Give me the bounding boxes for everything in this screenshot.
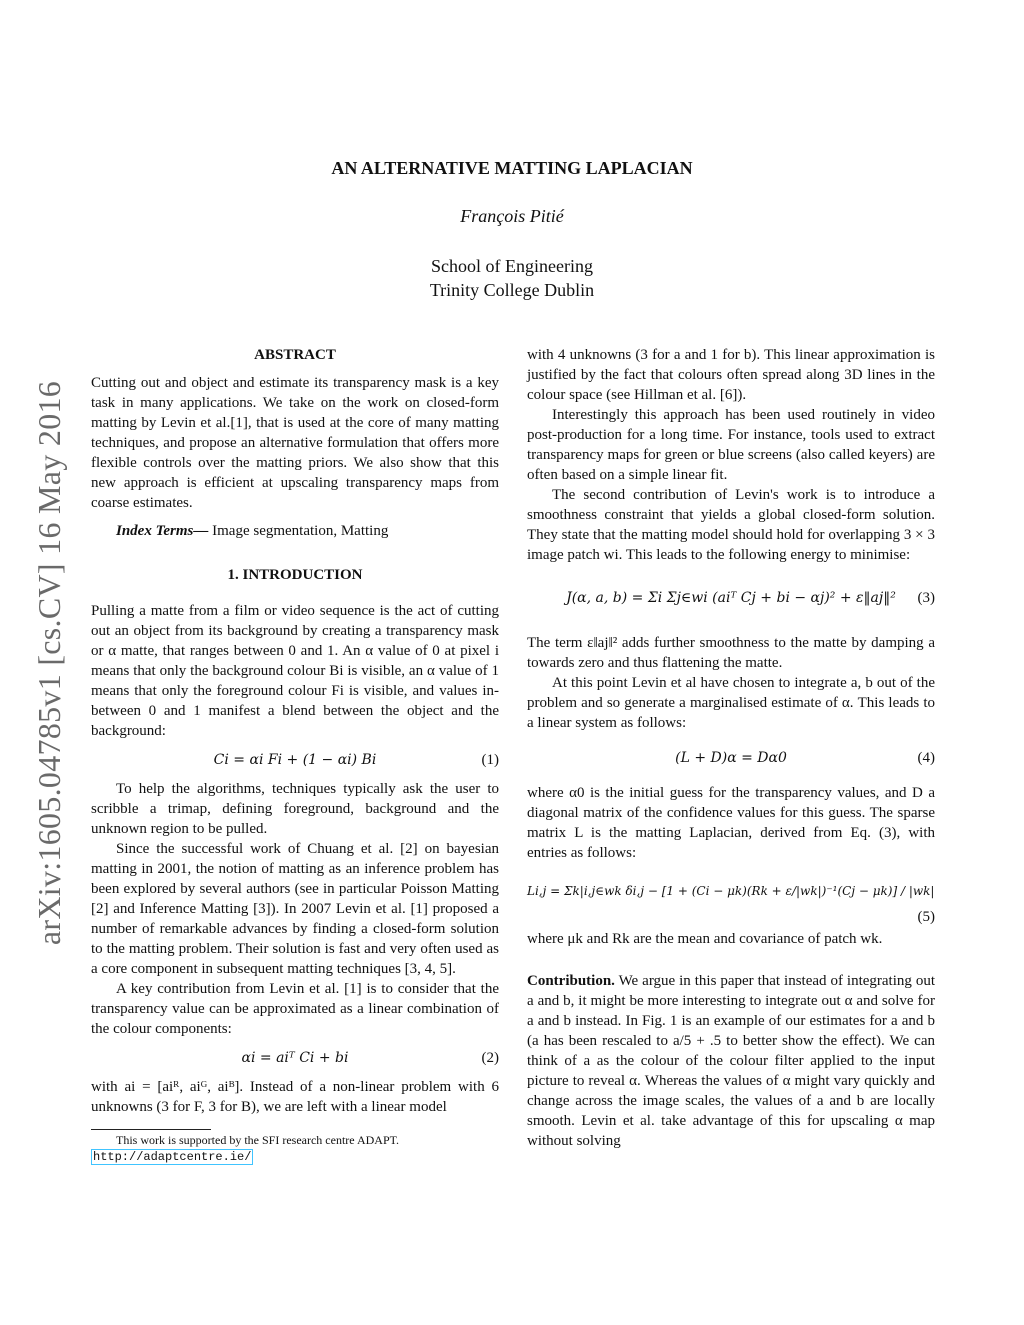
contribution-paragraph xyxy=(527,971,935,1151)
affiliation xyxy=(0,254,1024,302)
affiliation-line-2: Trinity College Dublin xyxy=(429,280,595,300)
equation-5 xyxy=(527,881,935,925)
right-paragraph-6: where α0 is the initial guess for the transparency values, and D a diagonal matrix of the confidence values for this guess. The sparse matrix L is the matting Laplacian, derived from Eq. (3), with entries as follows: xyxy=(527,785,935,861)
paper-title: AN ALTERNATIVE MATTING LAPLACIAN xyxy=(331,158,693,178)
footnote-url-line xyxy=(91,1148,499,1165)
right-paragraph-7: where μk and Rk are the mean and covariance of patch wk. xyxy=(527,931,883,947)
intro-paragraph-5: with ai = [aiᴿ, aiᴳ, aiᴮ]. Instead of a non-linear problem with 6 unknowns (3 for F, 3 for B), we are left with a linear model xyxy=(91,1079,499,1115)
equation-4 xyxy=(527,745,935,771)
contribution-text: We argue in this paper that instead of integrating out a and b, it might be more interesting to integrate out α and solve for a and b instead. In Fig. 1 is an example of our estimates for a and b (a has been rescaled to a/5 + .5 to better show the effect). We can think of a as the colour of the colour filter applied to the input picture to reveal α. Whereas the values of α might vary quickly and change across the image scales, the values of a and b are locally smooth. Levin et al. take advantage of this for upscaling α map without solving xyxy=(527,973,935,1149)
intro-paragraph-4: A key contribution from Levin et al. [1] is to consider that the transparency value can be approximated as a linear combination of the colour components: xyxy=(91,981,499,1037)
abstract-text: Cutting out and object and estimate its transparency mask is a key task in many applications. We take on the work on closed-form matting by Levin et al.[1], that is used at the core of many matting techniques, and propose an alternative formulation that offers more flexible controls over the matting priors. We also show that this new approach is efficient at upscaling transparency maps from coarse estimates. xyxy=(91,375,499,511)
equation-2-number: (2) xyxy=(481,1050,499,1066)
right-paragraph-3: The second contribution of Levin's work is to introduce a smoothness constraint that yields a global closed-form solution. They state that the matting model should hold for overlapping 3 × 3 image patch wi. This leads to the following energy to minimise: xyxy=(527,487,935,563)
index-terms-label: Index Terms— xyxy=(116,523,209,539)
author-name: François Pitié xyxy=(460,206,564,226)
equation-3-body: J(α, a, b) = Σi Σj∈wi (aiᵀ Cj + bi − αj)² + ε‖aj‖² xyxy=(566,590,896,606)
affiliation-line-1: School of Engineering xyxy=(431,256,593,276)
equation-5-body: Li,j = Σk|i,j∈wk δi,j − [1 + (Ci − μk)(Rk + ε/|wk|)⁻¹(Cj − μk)] / |wk| xyxy=(527,884,935,898)
equation-1 xyxy=(91,747,499,773)
right-paragraph-5: At this point Levin et al have chosen to integrate a, b out of the problem and so generate a marginalised estimate of α. This leads to a linear system as follows: xyxy=(527,675,935,731)
right-column xyxy=(527,345,935,1151)
equation-5-number: (5) xyxy=(917,909,935,925)
equation-3-number: (3) xyxy=(917,590,935,606)
footnote-divider xyxy=(91,1129,211,1130)
abstract-heading: ABSTRACT xyxy=(254,347,336,363)
index-terms-text: Image segmentation, Matting xyxy=(208,523,389,539)
equation-1-body: Ci = αi Fi + (1 − αi) Bi xyxy=(213,752,377,768)
equation-4-body: (L + D)α = Dα0 xyxy=(675,750,787,766)
equation-4-number: (4) xyxy=(917,750,935,766)
introduction-heading: 1. INTRODUCTION xyxy=(227,567,363,583)
right-paragraph-4: The term ε‖aj‖² adds further smoothness to the matte by damping a towards zero and thus flattening the matte. xyxy=(527,635,935,671)
left-column xyxy=(91,345,499,1165)
equation-1-number: (1) xyxy=(481,752,499,768)
index-terms xyxy=(91,521,499,541)
footnote-text: This work is supported by the SFI research centre ADAPT. xyxy=(116,1133,400,1147)
right-paragraph-2: Interestingly this approach has been used routinely in video post-production for a long time. For instance, tools used to extract transparency maps for green or blue screens (also called keyers) are often based on a simple linear fit. xyxy=(527,407,935,483)
intro-paragraph-1: Pulling a matte from a film or video sequence is the act of cutting out an object from its background by creating a transparency mask or α matte, that ranges between 0 and 1. An α value of 0 at pixel i means that only the background colour Bi is visible, an α value of 1 means that only the foreground colour Fi is visible, and values in-between 0 and 1 manifest a blend between the object and the background: xyxy=(91,603,499,739)
intro-paragraph-3: Since the successful work of Chuang et al. [2] on bayesian matting in 2001, the notion of matting as an inference problem has been explored by several authors (see in particular Poisson Matting [2] and Inference Matting [3]). In 2007 Levin et al. [1] proposed a number of remarkable advances by finding a closed-form solution to the matting problem. Their solution is fast and very often used as a core component in subsequent matting techniques [3, 4, 5]. xyxy=(91,841,499,977)
contribution-label: Contribution. xyxy=(527,973,615,989)
intro-paragraph-2: To help the algorithms, techniques typically ask the user to scribble a trimap, defining foreground, background and the unknown region to be pulled. xyxy=(91,781,499,837)
right-paragraph-1: with 4 unknowns (3 for a and 1 for b). This linear approximation is justified by the fact that colours often spread along 3D lines in the colour space (see Hillman et al. [6]). xyxy=(527,347,935,403)
equation-2-body: αi = aiᵀ Ci + bi xyxy=(241,1050,349,1066)
arxiv-sidebar-stamp: arXiv:1605.04785v1 [cs.CV] 16 May 2016 xyxy=(31,380,67,946)
footnote-url-link[interactable]: http://adaptcentre.ie/ xyxy=(93,1150,252,1164)
equation-2 xyxy=(91,1045,499,1071)
equation-3 xyxy=(527,583,935,613)
